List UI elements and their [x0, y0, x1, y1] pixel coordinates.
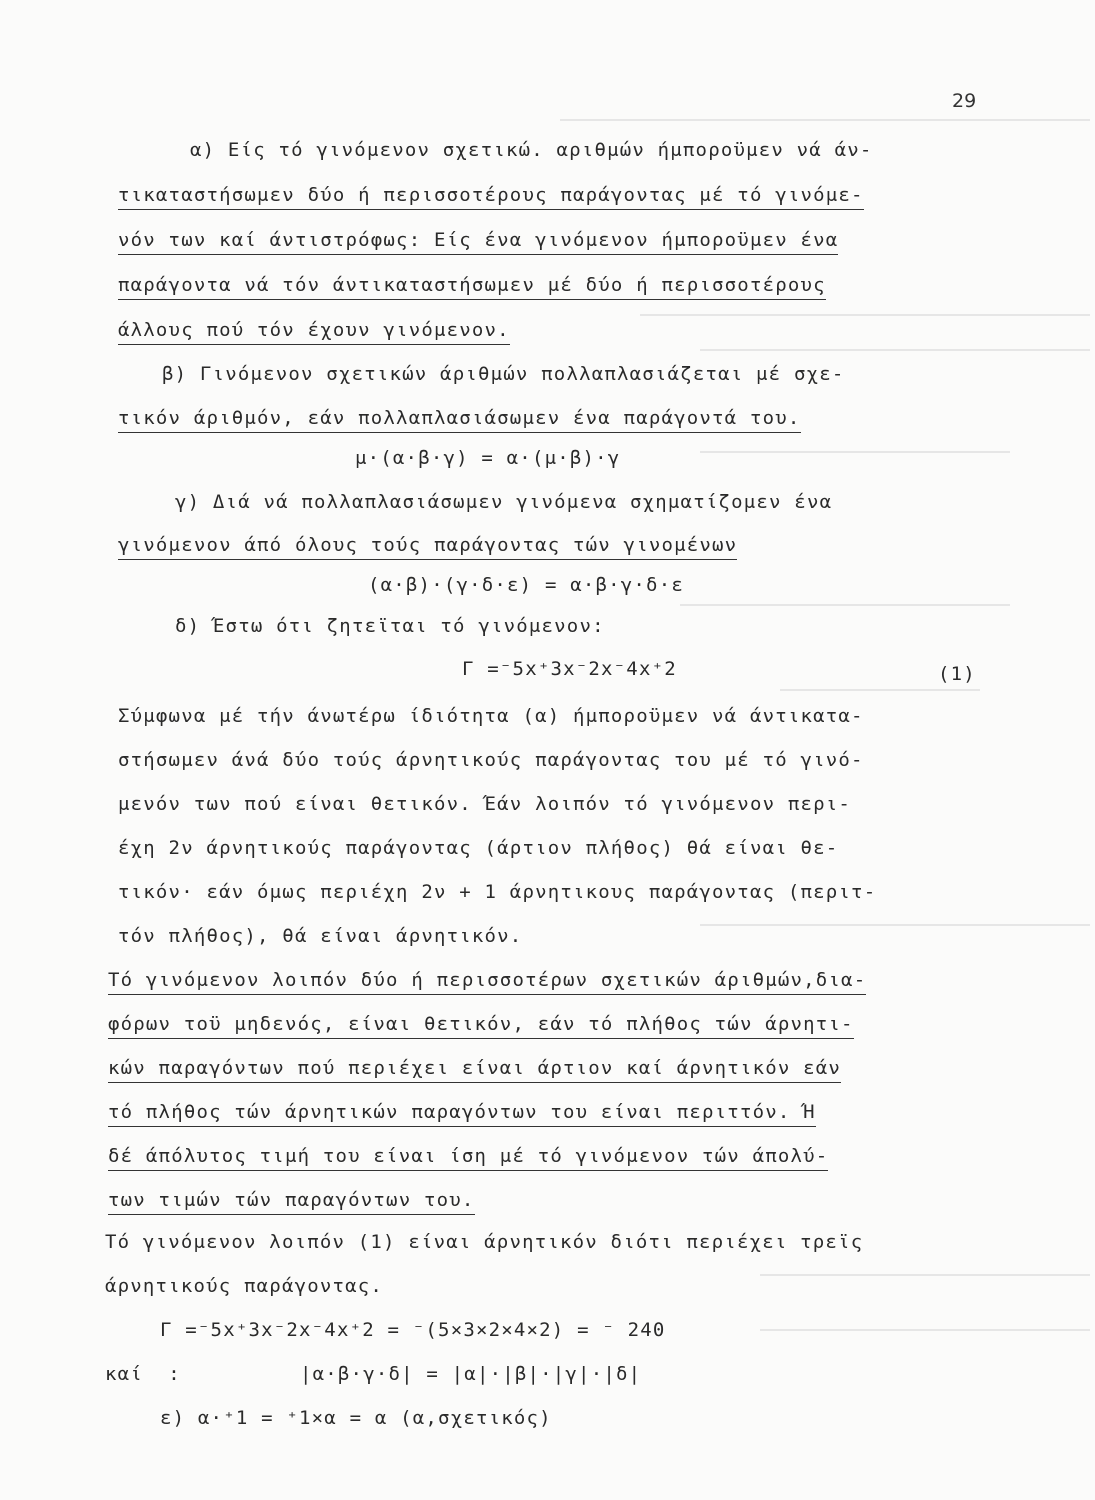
text-line: νόν των καί άντιστρόφως: Είς ένα γινόμενον ήμποροϋμεν ένα [118, 228, 838, 255]
formula-line: Γ =⁻5x⁺3x⁻2x⁻4x⁺2 [462, 658, 677, 680]
formula-line: μ·(α·β·γ) = α·(μ·β)·γ [355, 447, 621, 469]
text-line: β) Γινόμενον σχετικών άριθμών πολλαπλασιάζεται μέ σχε- [162, 363, 845, 385]
text-line: άρνητικούς παράγοντας. [105, 1275, 384, 1297]
text-line: τικόν άριθμόν, εάν πολλαπλασιάσωμεν ένα παράγοντά του. [118, 406, 801, 433]
text-line: των τιμών τών παραγόντων του. [108, 1188, 475, 1215]
text-line: α) Είς τό γινόμενον σχετικώ. αριθμών ήμποροϋμεν νά άν- [190, 139, 873, 161]
text-line: δ) Έστω ότι ζητεϊται τό γινόμενον: [175, 615, 605, 637]
text-line: μενόν των πού είναι θετικόν. Έάν λοιπόν τό γινόμενον περι- [118, 793, 852, 815]
formula-line: |α·β·γ·δ| = |α|·|β|·|γ|·|δ| [300, 1363, 642, 1385]
text-line: Τό γινόμενον λοιπόν δύο ή περισσοτέρων σχετικών άριθμών,δια- [108, 968, 866, 995]
text-line: τικόν· εάν όμως περιέχη 2ν + 1 άρνητικους παράγοντας (περιτ- [118, 881, 877, 903]
text-line: τό πλήθος τών άρνητικών παραγόντων του είναι περιττόν. Ή [108, 1100, 816, 1127]
text-line: φόρων τοϋ μηδενός, είναι θετικόν, εάν τό πλήθος τών άρνητι- [108, 1012, 854, 1039]
page-number: 29 [952, 90, 977, 112]
text-line: τόν πλήθος), θά είναι άρνητικόν. [118, 925, 523, 947]
formula-line: (α·β)·(γ·δ·ε) = α·β·γ·δ·ε [368, 574, 684, 596]
text-line: γ) Διά νά πολλαπλασιάσωμεν γινόμενα σχηματίζομεν ένα [175, 491, 833, 513]
text-line: άλλους πού τόν έχουν γινόμενον. [118, 318, 510, 345]
formula-line: Γ =⁻5x⁺3x⁻2x⁻4x⁺2 = ⁻(5×3×2×4×2) = ⁻ 240 [160, 1319, 666, 1341]
equation-label: (1) [938, 663, 976, 685]
text-line: καί : [105, 1363, 181, 1385]
text-line: στήσωμεν άνά δύο τούς άρνητικούς παράγοντας του μέ τό γινό- [118, 749, 864, 771]
text-line: γινόμενον άπό όλους τούς παράγοντας τών γινομένων [118, 533, 737, 560]
text-line: τικαταστήσωμεν δύο ή περισσοτέρους παράγοντας μέ τό γινόμε- [118, 183, 864, 210]
text-line: παράγοντα νά τόν άντικαταστήσωμεν μέ δύο ή περισσοτέρους [118, 273, 826, 300]
text-line: Σύμφωνα μέ τήν άνωτέρω ίδιότητα (α) ήμποροϋμεν νά άντικατα- [118, 705, 864, 727]
text-line: έχη 2ν άρνητικούς παράγοντας (άρτιον πλήθος) θά είναι θε- [118, 837, 839, 859]
text-line: Τό γινόμενον λοιπόν (1) είναι άρνητικόν διότι περιέχει τρεϊς [105, 1231, 864, 1253]
text-line: κών παραγόντων πού περιέχει είναι άρτιον καί άρνητικόν εάν [108, 1056, 841, 1083]
text-line: δέ άπόλυτος τιμή του είναι ίση μέ τό γινόμενον τών άπολύ- [108, 1144, 828, 1171]
formula-line: ε) α·⁺1 = ⁺1×α = α (α,σχετικός) [160, 1407, 552, 1429]
